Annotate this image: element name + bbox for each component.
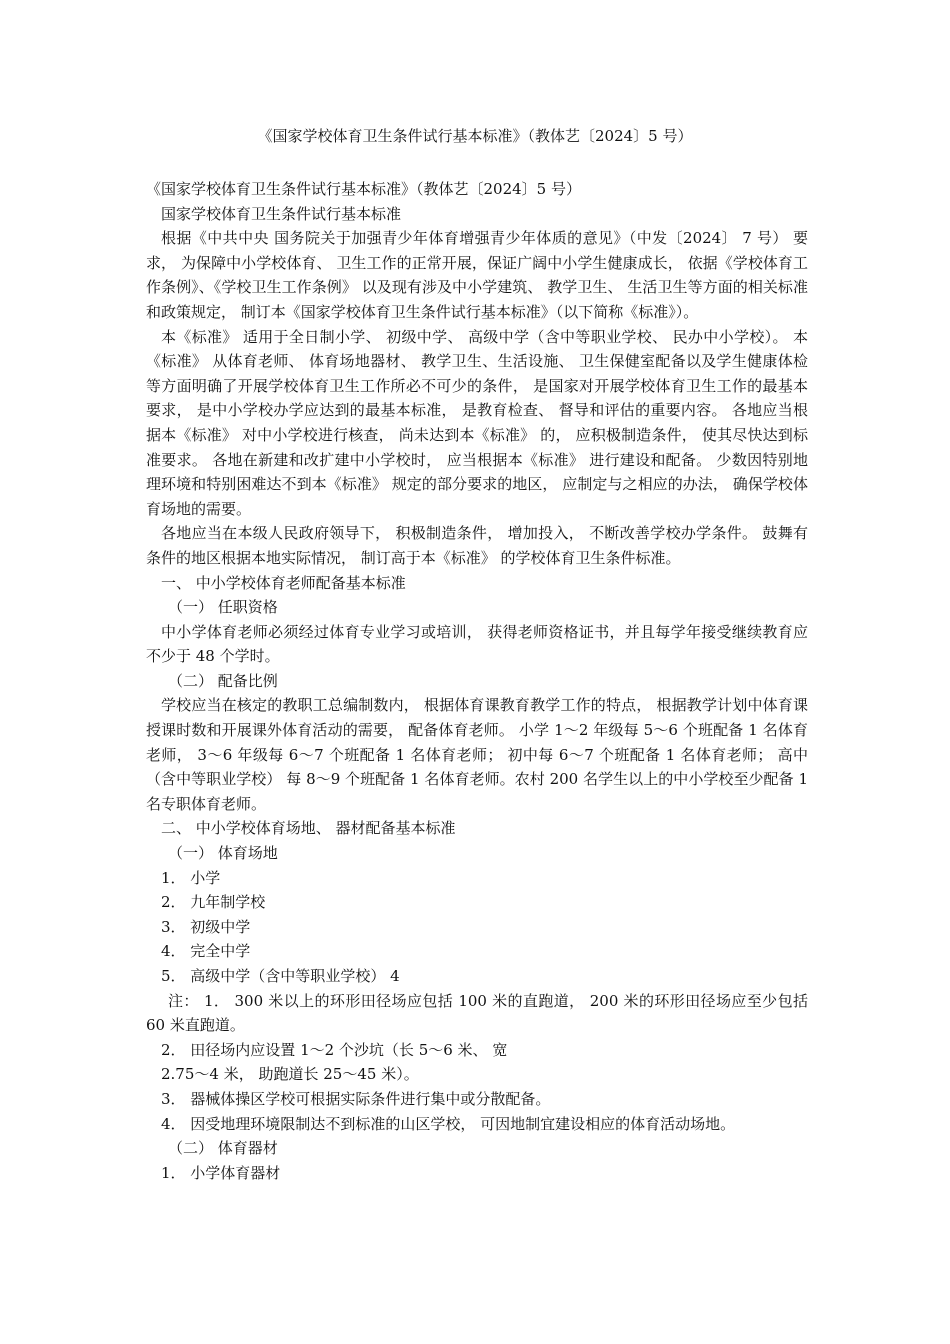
- subsection-heading: （二） 体育器材: [168, 1139, 278, 1158]
- subsection-heading: （一） 体育场地: [168, 844, 278, 863]
- list-item: 3． 器械体操区学校可根据实际条件进行集中或分散配备。: [161, 1089, 551, 1108]
- list-item: 2． 九年制学校: [161, 893, 266, 912]
- list-item: 3． 初级中学: [161, 917, 251, 936]
- list-item: 2.75～4 米， 助跑道长 25～45 米）。: [161, 1065, 419, 1084]
- paragraph: 各地应当在本级人民政府领导下， 积极制造条件， 增加投入， 不断改善学校办学条件。 鼓舞有条件的地区根据本地实际情况， 制订高于本《标准》 的学校体育卫生条件标准。: [146, 524, 808, 567]
- paragraph: 学校应当在核定的教职工总编制数内， 根据体育课教育教学工作的特点， 根据教学计划中体育课授课时数和开展课外体育活动的需要， 配备体育老师。 小学 1～2 年级每 5～6 个班配备 1 名体育老师， 3～6 年级每 6～7 个班配备 1 名体育老师； 初中每 6～7 个班配备 1 名体育老师； 高中（含中等职业学校） 每 8～9 个班配备 1 名体育老师。农村 200 名学生以上的中小学校至少配备 1 名专职体育老师。: [146, 696, 808, 813]
- list-item: 4． 完全中学: [161, 942, 251, 961]
- section-heading: 一、 中小学校体育老师配备基本标准: [161, 573, 406, 592]
- list-item: 2． 田径场内应设置 1～2 个沙坑（长 5～6 米、 宽: [161, 1040, 508, 1059]
- paragraph: 本《标准》 适用于全日制小学、 初级中学、 高级中学（含中等职业学校、 民办中小学校）。 本《标准》 从体育老师、 体育场地器材、 教学卫生、生活设施、 卫生保健室配备以及学生健康体检等方面明确了开展学校体育卫生工作所必不可少的条件， 是国家对开展学校体育卫生工作的最基本要求， 是中小学校办学应达到的最基本标准， 是教育检查、 督导和评估的重要内容。 各地应当根据本《标准》 对中小学校进行核查， 尚未达到本《标准》 的， 应积极制造条件， 使其尽快达到标准要求。 各地在新建和改扩建中小学校时， 应当根据本《标准》 进行建设和配备。 少数因特别地理环境和特别困难达不到本《标准》 规定的部分要求的地区， 应制定与之相应的办法， 确保学校体育场地的需要。: [146, 327, 808, 518]
- paragraph: 《国家学校体育卫生条件试行基本标准》（教体艺〔2024〕5 号）: [146, 180, 581, 198]
- paragraph: 根据《中共中央 国务院关于加强青少年体育增强青少年体质的意见》（中发〔2024〕 7 号） 要求， 为保障中小学校体育、 卫生工作的正常开展，保证广阔中小学生健康成长， 依据《学校体育工作条例》、《学校卫生工作条例》 以及现有涉及中小学建筑、 教学卫生、 生活卫生等方面的相关标准和政策规定， 制订本《国家学校体育卫生条件试行基本标准》（以下简称《标准》）。: [146, 229, 808, 321]
- subsection-heading: （一） 任职资格: [168, 598, 278, 617]
- paragraph: 国家学校体育卫生条件试行基本标准: [161, 204, 402, 223]
- section-heading: 二、 中小学校体育场地、 器材配备基本标准: [161, 819, 456, 838]
- list-item: 5． 高级中学（含中等职业学校） 4: [161, 967, 400, 985]
- subsection-heading: （二） 配备比例: [168, 671, 278, 690]
- document-body: [146, 177, 808, 1185]
- list-item: 1． 小学: [161, 868, 221, 887]
- document-title: 《国家学校体育卫生条件试行基本标准》（教体艺〔2024〕5 号）: [257, 127, 693, 145]
- note: 注： 1． 300 米以上的环形田径场应包括 100 米的直跑道， 200 米的环形田径场应至少包括 60 米直跑道。: [146, 991, 808, 1035]
- paragraph: 中小学体育老师必须经过体育专业学习或培训， 获得老师资格证书，并且每学年接受继续教育应不少于 48 个学时。: [146, 622, 808, 666]
- list-item: 4． 因受地理环境限制达不到标准的山区学校， 可因地制宜建设相应的体育活动场地。: [161, 1114, 736, 1133]
- list-item: 1． 小学体育器材: [161, 1163, 281, 1182]
